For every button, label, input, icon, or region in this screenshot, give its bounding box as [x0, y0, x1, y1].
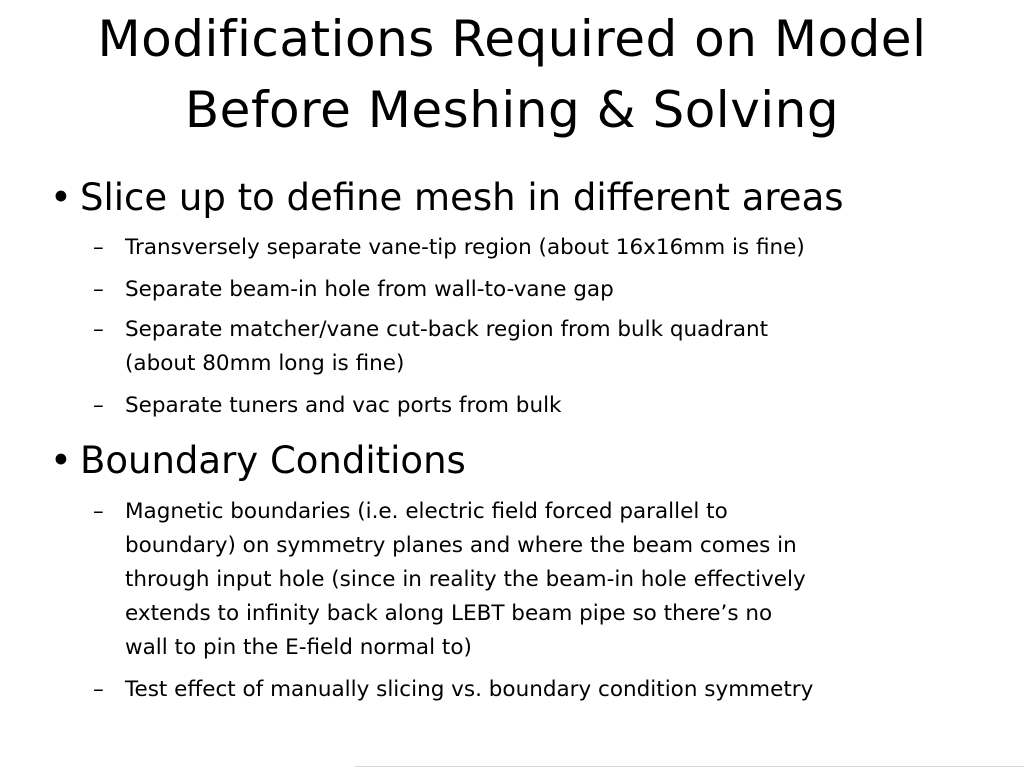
dash-marker: –	[93, 277, 104, 302]
sub-bullet-magnetic-continuation-4: wall to pin the E-field normal to)	[125, 635, 472, 660]
sub-bullet-test-effect	[93, 673, 813, 707]
bullet-boundary-conditions	[50, 439, 466, 483]
sub-bullet-magnetic-continuation-1: boundary) on symmetry planes and where the beam comes in	[125, 533, 797, 558]
sub-bullet-magnetic-boundaries	[93, 495, 728, 529]
sub-bullet-text: Transversely separate vane-tip region (about 16x16mm is fine)	[125, 235, 805, 260]
sub-bullet-matcher	[93, 313, 768, 347]
slide-title-line-2: Before Meshing & Solving	[184, 81, 840, 139]
dash-marker: –	[93, 677, 104, 702]
bullet-text: Boundary Conditions	[80, 439, 466, 482]
sub-bullet-text: Separate tuners and vac ports from bulk	[125, 393, 562, 418]
sub-bullet-tuners	[93, 389, 562, 423]
dash-marker: –	[93, 235, 104, 260]
sub-bullet-text: Test effect of manually slicing vs. boundary condition symmetry	[125, 677, 814, 702]
bottom-divider	[355, 766, 1024, 767]
sub-bullet-text: Separate matcher/vane cut-back region from bulk quadrant	[125, 317, 769, 342]
bullet-marker: •	[50, 176, 72, 219]
sub-bullet-matcher-continuation: (about 80mm long is fine)	[125, 351, 405, 376]
sub-bullet-magnetic-continuation-3: extends to infinity back along LEBT beam pipe so there’s no	[125, 601, 773, 626]
sub-bullet-text: Separate beam-in hole from wall-to-vane gap	[125, 277, 614, 302]
dash-marker: –	[93, 317, 104, 342]
bullet-text: Slice up to define mesh in different areas	[80, 176, 844, 219]
slide-title-line-1: Modifications Required on Model	[97, 10, 927, 68]
sub-bullet-vane-tip	[93, 231, 805, 265]
bullet-marker: •	[50, 439, 72, 482]
sub-bullet-magnetic-continuation-2: through input hole (since in reality the beam-in hole effectively	[125, 567, 806, 592]
sub-bullet-text: Magnetic boundaries (i.e. electric field forced parallel to	[125, 499, 728, 524]
bullet-slice-up	[50, 176, 844, 220]
dash-marker: –	[93, 393, 104, 418]
dash-marker: –	[93, 499, 104, 524]
sub-bullet-beam-in-hole	[93, 273, 614, 307]
